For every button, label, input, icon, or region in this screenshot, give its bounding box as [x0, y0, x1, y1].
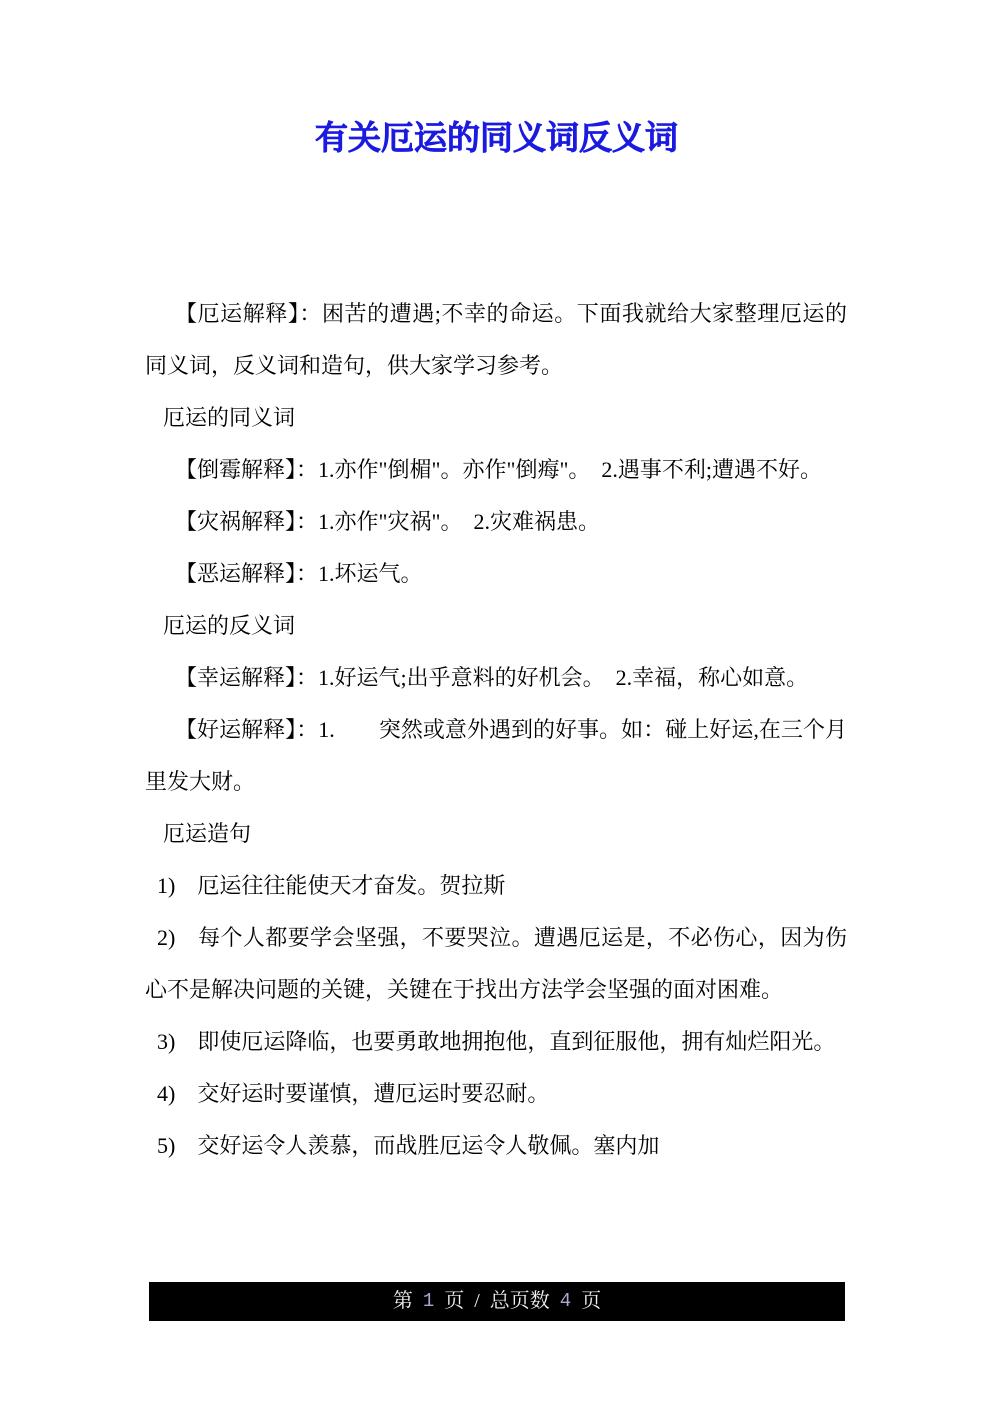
footer-label-ye2: 页	[581, 1290, 602, 1312]
sentence-item-1: 1) 厄运往往能使天才奋发。贺拉斯	[157, 873, 506, 898]
sentence-item-2: 2) 每个人都要学会坚强，不要哭泣。遭遇厄运是，不必伤心，因为伤心不是解决问题的关键，关键在于找出方法学会坚强的面对困难。	[145, 925, 847, 1002]
paragraph-zaihuo-definition: 【灾祸解释】：1.亦作"灾祸"。 2.灾难祸患。	[175, 509, 600, 534]
document-body	[145, 288, 847, 1172]
paragraph-daomei-definition: 【倒霉解释】：1.亦作"倒楣"。亦作"倒痗"。 2.遇事不利;遭遇不好。	[175, 457, 823, 482]
paragraph-xingyun-definition: 【幸运解释】：1.好运气;出乎意料的好机会。 2.幸福，称心如意。	[175, 665, 809, 690]
page-number-bar	[149, 1282, 845, 1321]
sentence-item-5: 5) 交好运令人羡慕，而战胜厄运令人敬佩。塞内加	[157, 1133, 660, 1158]
paragraph-haoyun-definition: 【好运解释】：1. 突然或意外遇到的好事。如：碰上好运,在三个月里发大财。	[145, 717, 847, 794]
paragraph-eyun-bad-definition: 【恶运解释】：1.坏运气。	[175, 561, 423, 586]
footer-current-page: 1	[422, 1290, 435, 1312]
heading-sentences: 厄运造句	[163, 821, 252, 846]
sentence-item-4: 4) 交好运时要谨慎，遭厄运时要忍耐。	[157, 1081, 550, 1106]
sentence-item-3: 3) 即使厄运降临，也要勇敢地拥抱他，直到征服他，拥有灿烂阳光。	[157, 1029, 836, 1054]
footer-total-pages: 4	[559, 1290, 572, 1312]
footer-separator: /	[474, 1290, 480, 1312]
paragraph-eyun-definition: 【厄运解释】：困苦的遭遇;不幸的命运。下面我就给大家整理厄运的同义词，反义词和造句，供大家学习参考。	[145, 301, 847, 378]
heading-synonyms: 厄运的同义词	[163, 405, 296, 430]
heading-antonyms: 厄运的反义词	[163, 613, 296, 638]
footer-label-ye1: 页	[444, 1290, 465, 1312]
page-title: 有关厄运的同义词反义词	[315, 121, 678, 157]
footer-label-di: 第	[392, 1290, 413, 1312]
footer-label-total: 总页数	[489, 1290, 550, 1312]
